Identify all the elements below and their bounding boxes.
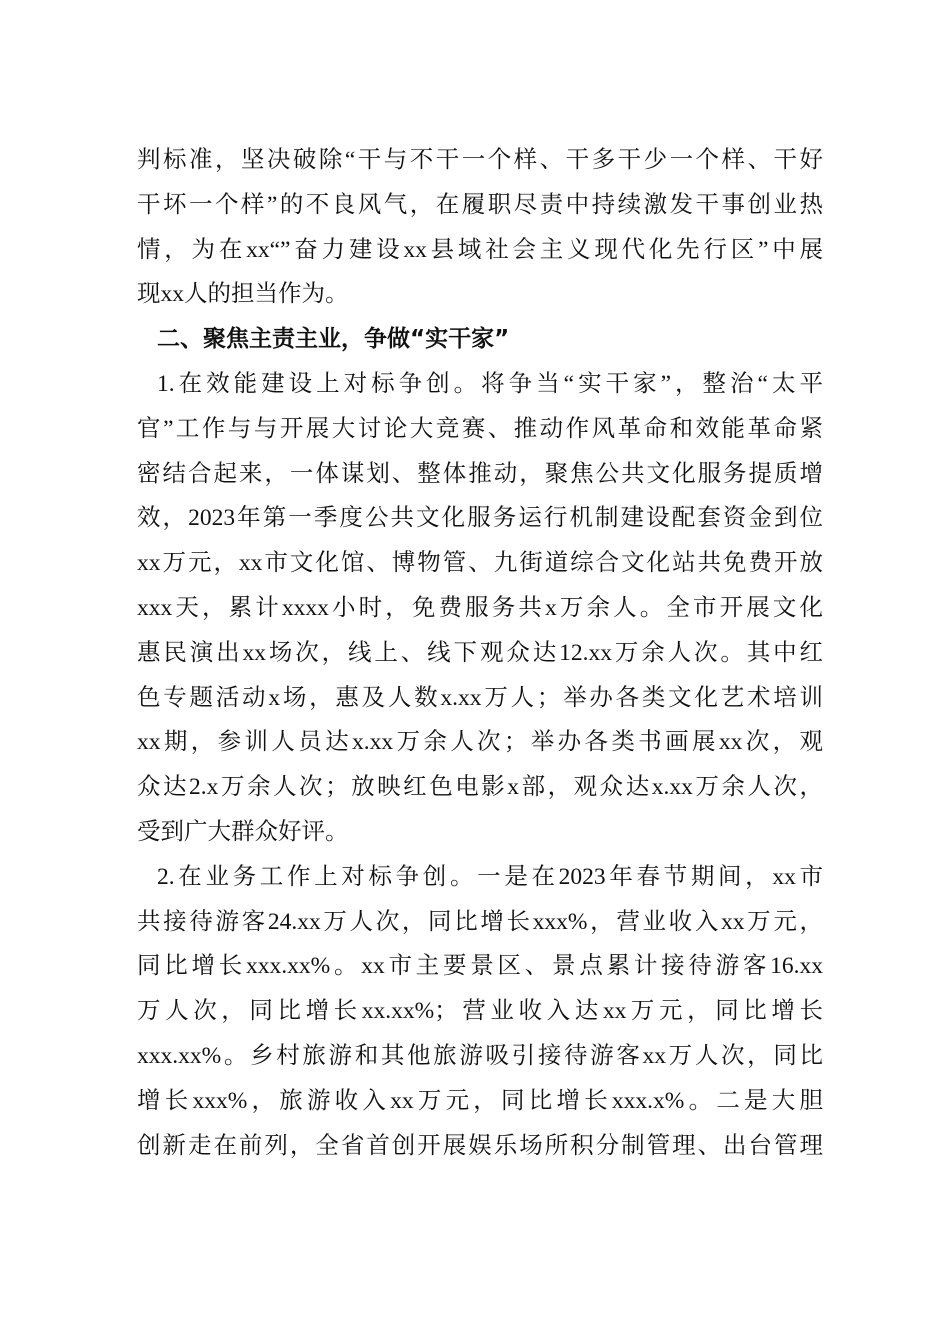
text-line: 色专题活动x场，惠及人数x.xx万人；举办各类文化艺术培训 — [137, 684, 823, 711]
text-line: 1.在效能建设上对标争创。将争当“实干家”，整治“太平 — [157, 370, 823, 397]
text-line: 受到广大群众好评。 — [137, 818, 349, 845]
section-heading: 二、聚焦主责主业，争做“实干家” — [157, 326, 510, 353]
text-line: 官”工作与与开展大讨论大竞赛、推动作风革命和效能革命紧 — [137, 415, 823, 442]
text-line: xx期，参训人员达x.xx万余人次；举办各类书画展xx次，观 — [137, 729, 823, 756]
text-line: 同比增长xxx.xx%。xx市主要景区、景点累计接待游客16.xx — [137, 953, 823, 980]
paragraph-1 — [137, 362, 823, 855]
text-line: 增长xxx%，旅游收入xx万元，同比增长xxx.x%。二是大胆 — [137, 1087, 823, 1114]
text-line: 2.在业务工作上对标争创。一是在2023年春节期间，xx市 — [157, 863, 823, 890]
text-line: 判标准，坚决破除“干与不干一个样、干多干少一个样、干好 — [137, 147, 823, 173]
text-line: xxx天，累计xxxx小时，免费服务共x万余人。全市开展文化 — [137, 594, 823, 621]
text-line: 密结合起来，一体谋划、整体推动，聚焦公共文化服务提质增 — [137, 460, 823, 487]
paragraph-intro — [137, 138, 823, 317]
paragraph-2 — [137, 855, 823, 1169]
text-line: xx万元，xx市文化馆、博物管、九街道综合文化站共免费开放 — [137, 550, 823, 577]
text-line: xxx.xx%。乡村旅游和其他旅游吸引接待游客xx万人次，同比 — [137, 1042, 823, 1069]
text-line: 效，2023年第一季度公共文化服务运行机制建设配套资金到位 — [137, 505, 823, 532]
text-line: 惠民演出xx场次，线上、线下观众达12.xx万余人次。其中红 — [137, 639, 823, 666]
text-line: 共接待游客24.xx万人次，同比增长xxx%，营业收入xx万元， — [137, 908, 823, 935]
text-line: 万人次，同比增长xx.xx%；营业收入达xx万元，同比增长 — [137, 998, 823, 1025]
text-line: 干坏一个样”的不良风气，在履职尽责中持续激发干事创业热 — [137, 191, 823, 218]
text-line: 现xx人的担当作为。 — [137, 281, 349, 308]
document-page — [137, 138, 823, 1168]
text-line: 创新走在前列，全省首创开展娱乐场所积分制管理、出台管理 — [137, 1132, 823, 1159]
text-line: 情，为在xx“”奋力建设xx县域社会主义现代化先行区”中展 — [137, 236, 823, 263]
text-line: 众达2.x万余人次；放映红色电影x部，观众达x.xx万余人次， — [137, 774, 823, 801]
